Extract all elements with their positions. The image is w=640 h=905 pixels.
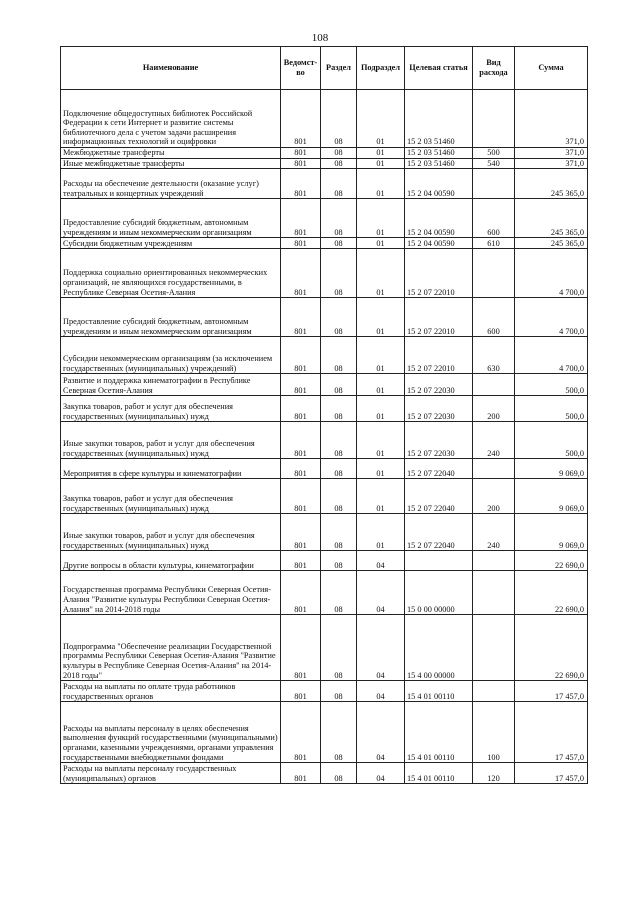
row-name-cell: Подключение общедоступных библиотек Российской Федерации к сети Интернет и развитие системы библиотечного дела с учетом задачи расширения информационных технологий и оцифровки (61, 90, 281, 148)
row-subsection-cell: 04 (357, 615, 405, 681)
table-row (61, 615, 588, 681)
row-sum-cell: 9 069,0 (515, 479, 588, 514)
table-row (61, 199, 588, 238)
row-expense-type-cell (473, 459, 515, 479)
table-row (61, 169, 588, 199)
row-subsection-cell: 01 (357, 158, 405, 169)
table-row (61, 249, 588, 298)
row-subsection-cell: 04 (357, 551, 405, 571)
row-target-article-cell: 15 2 07 22030 (405, 374, 473, 396)
row-name-cell: Подпрограмма "Обеспечение реализации Государственной программы Республики Северная Осетия-Алания "Развитие культуры в Республике Северная Осетия-Алания" на 2014-2018 годы" (61, 615, 281, 681)
row-section-cell: 08 (321, 169, 357, 199)
row-section-cell: 08 (321, 374, 357, 396)
row-subsection-cell: 01 (357, 90, 405, 148)
row-section-cell: 08 (321, 90, 357, 148)
row-sum-cell: 500,0 (515, 374, 588, 396)
row-name-cell: Закупка товаров, работ и услуг для обеспечения государственных (муниципальных) нужд (61, 479, 281, 514)
table-header (61, 47, 588, 90)
row-subsection-cell: 01 (357, 249, 405, 298)
row-subsection-cell: 04 (357, 702, 405, 763)
row-section-cell: 08 (321, 422, 357, 459)
table-row (61, 571, 588, 615)
row-expense-type-cell: 600 (473, 199, 515, 238)
table-row (61, 238, 588, 249)
row-section-cell: 08 (321, 514, 357, 551)
column-header-department: Ведомст-во (281, 47, 321, 90)
row-subsection-cell: 01 (357, 396, 405, 422)
row-subsection-cell: 04 (357, 571, 405, 615)
row-subsection-cell: 01 (357, 238, 405, 249)
table-row (61, 148, 588, 159)
row-target-article-cell: 15 2 07 22040 (405, 514, 473, 551)
row-section-cell: 08 (321, 479, 357, 514)
row-department-cell: 801 (281, 238, 321, 249)
row-subsection-cell: 01 (357, 148, 405, 159)
row-department-cell: 801 (281, 702, 321, 763)
table-row (61, 90, 588, 148)
row-section-cell: 08 (321, 615, 357, 681)
row-expense-type-cell (473, 571, 515, 615)
column-header-section: Раздел (321, 47, 357, 90)
row-subsection-cell: 01 (357, 374, 405, 396)
row-expense-type-cell: 630 (473, 337, 515, 374)
table-row (61, 158, 588, 169)
table-row (61, 514, 588, 551)
row-department-cell: 801 (281, 459, 321, 479)
row-section-cell: 08 (321, 158, 357, 169)
row-department-cell: 801 (281, 396, 321, 422)
row-name-cell: Мероприятия в сфере культуры и кинематографии (61, 459, 281, 479)
table-row (61, 702, 588, 763)
row-target-article-cell: 15 2 03 51460 (405, 158, 473, 169)
row-subsection-cell: 01 (357, 169, 405, 199)
row-department-cell: 801 (281, 158, 321, 169)
row-sum-cell: 245 365,0 (515, 238, 588, 249)
row-target-article-cell: 15 2 07 22040 (405, 459, 473, 479)
row-subsection-cell: 01 (357, 514, 405, 551)
row-expense-type-cell (473, 681, 515, 702)
row-sum-cell: 371,0 (515, 158, 588, 169)
row-name-cell: Расходы на выплаты персоналу государственных (муниципальных) органов (61, 763, 281, 784)
table-row (61, 459, 588, 479)
row-name-cell: Расходы на выплаты персоналу в целях обеспечения выполнения функций государственными (муниципальными) органами, казенными учреждениями, органами управления государственными внебюджетными фондами (61, 702, 281, 763)
row-sum-cell: 245 365,0 (515, 199, 588, 238)
page-number: 108 (311, 32, 329, 44)
row-name-cell: Развитие и поддержка кинематографии в Республике Северная Осетия-Алания (61, 374, 281, 396)
row-section-cell: 08 (321, 396, 357, 422)
row-sum-cell: 4 700,0 (515, 249, 588, 298)
row-department-cell: 801 (281, 298, 321, 337)
row-sum-cell: 245 365,0 (515, 169, 588, 199)
row-subsection-cell: 01 (357, 459, 405, 479)
row-department-cell: 801 (281, 681, 321, 702)
row-name-cell: Субсидии бюджетным учреждениям (61, 238, 281, 249)
row-section-cell: 08 (321, 337, 357, 374)
row-department-cell: 801 (281, 199, 321, 238)
row-department-cell: 801 (281, 763, 321, 784)
row-expense-type-cell: 200 (473, 479, 515, 514)
table-row (61, 374, 588, 396)
row-target-article-cell: 15 2 07 22010 (405, 298, 473, 337)
column-header-target-article: Целевая статья (405, 47, 473, 90)
table-row (61, 479, 588, 514)
row-target-article-cell: 15 0 00 00000 (405, 571, 473, 615)
row-expense-type-cell: 500 (473, 148, 515, 159)
row-section-cell: 08 (321, 571, 357, 615)
budget-table (60, 46, 588, 784)
row-section-cell: 08 (321, 238, 357, 249)
column-header-sum: Сумма (515, 47, 588, 90)
column-header-expense-type: Вид расхода (473, 47, 515, 90)
table-row (61, 396, 588, 422)
row-target-article-cell: 15 2 07 22030 (405, 422, 473, 459)
row-section-cell: 08 (321, 199, 357, 238)
row-expense-type-cell (473, 249, 515, 298)
row-subsection-cell: 01 (357, 298, 405, 337)
row-subsection-cell: 04 (357, 681, 405, 702)
row-section-cell: 08 (321, 298, 357, 337)
row-target-article-cell: 15 2 07 22010 (405, 249, 473, 298)
row-expense-type-cell: 600 (473, 298, 515, 337)
row-name-cell: Расходы на выплаты по оплате труда работников государственных органов (61, 681, 281, 702)
row-sum-cell: 371,0 (515, 148, 588, 159)
row-expense-type-cell (473, 615, 515, 681)
row-department-cell: 801 (281, 169, 321, 199)
row-section-cell: 08 (321, 763, 357, 784)
column-header-subsection: Подраздел (357, 47, 405, 90)
row-target-article-cell: 15 4 01 00110 (405, 763, 473, 784)
table-row (61, 681, 588, 702)
row-sum-cell: 4 700,0 (515, 298, 588, 337)
row-sum-cell: 9 069,0 (515, 514, 588, 551)
row-target-article-cell: 15 2 03 51460 (405, 90, 473, 148)
row-sum-cell: 17 457,0 (515, 702, 588, 763)
table-row (61, 298, 588, 337)
row-expense-type-cell: 240 (473, 514, 515, 551)
row-sum-cell: 17 457,0 (515, 763, 588, 784)
row-target-article-cell: 15 2 04 00590 (405, 169, 473, 199)
row-name-cell: Закупка товаров, работ и услуг для обеспечения государственных (муниципальных) нужд (61, 396, 281, 422)
row-name-cell: Иные межбюджетные трансферты (61, 158, 281, 169)
table-row (61, 422, 588, 459)
row-target-article-cell: 15 2 07 22040 (405, 479, 473, 514)
row-sum-cell: 22 690,0 (515, 615, 588, 681)
row-name-cell: Предоставление субсидий бюджетным, автономным учреждениям и иным некоммерческим организациям (61, 199, 281, 238)
row-expense-type-cell (473, 169, 515, 199)
row-department-cell: 801 (281, 571, 321, 615)
row-sum-cell: 500,0 (515, 396, 588, 422)
row-section-cell: 08 (321, 459, 357, 479)
row-target-article-cell: 15 2 03 51460 (405, 148, 473, 159)
row-section-cell: 08 (321, 249, 357, 298)
row-expense-type-cell: 540 (473, 158, 515, 169)
row-expense-type-cell (473, 551, 515, 571)
row-subsection-cell: 01 (357, 479, 405, 514)
row-sum-cell: 17 457,0 (515, 681, 588, 702)
row-target-article-cell (405, 551, 473, 571)
row-sum-cell: 371,0 (515, 90, 588, 148)
row-sum-cell: 9 069,0 (515, 459, 588, 479)
row-department-cell: 801 (281, 374, 321, 396)
row-department-cell: 801 (281, 514, 321, 551)
row-target-article-cell: 15 2 07 22030 (405, 396, 473, 422)
column-header-name: Наименование (61, 47, 281, 90)
row-target-article-cell: 15 4 01 00110 (405, 702, 473, 763)
row-department-cell: 801 (281, 337, 321, 374)
row-expense-type-cell: 100 (473, 702, 515, 763)
row-name-cell: Расходы на обеспечение деятельности (оказание услуг) театральных и концертных учреждений (61, 169, 281, 199)
row-sum-cell: 500,0 (515, 422, 588, 459)
row-department-cell: 801 (281, 551, 321, 571)
row-expense-type-cell: 610 (473, 238, 515, 249)
row-expense-type-cell: 240 (473, 422, 515, 459)
row-section-cell: 08 (321, 681, 357, 702)
table-row (61, 763, 588, 784)
row-target-article-cell: 15 2 04 00590 (405, 199, 473, 238)
row-subsection-cell: 01 (357, 337, 405, 374)
row-sum-cell: 22 690,0 (515, 551, 588, 571)
row-department-cell: 801 (281, 422, 321, 459)
row-subsection-cell: 01 (357, 199, 405, 238)
row-name-cell: Другие вопросы в области культуры, кинематографии (61, 551, 281, 571)
row-department-cell: 801 (281, 90, 321, 148)
row-expense-type-cell (473, 90, 515, 148)
row-sum-cell: 22 690,0 (515, 571, 588, 615)
row-target-article-cell: 15 4 00 00000 (405, 615, 473, 681)
table-body (61, 90, 588, 784)
row-target-article-cell: 15 4 01 00110 (405, 681, 473, 702)
row-name-cell: Предоставление субсидий бюджетным, автономным учреждениям и иным некоммерческим организациям (61, 298, 281, 337)
row-expense-type-cell (473, 374, 515, 396)
row-section-cell: 08 (321, 148, 357, 159)
row-name-cell: Иные закупки товаров, работ и услуг для обеспечения государственных (муниципальных) нужд (61, 514, 281, 551)
row-department-cell: 801 (281, 249, 321, 298)
row-name-cell: Межбюджетные трансферты (61, 148, 281, 159)
row-name-cell: Государственная программа Республики Северная Осетия-Алания "Развитие культуры Республики Северная Осетия-Алания" на 2014-2018 годы (61, 571, 281, 615)
row-expense-type-cell: 120 (473, 763, 515, 784)
table-row (61, 551, 588, 571)
row-target-article-cell: 15 2 04 00590 (405, 238, 473, 249)
table-row (61, 337, 588, 374)
row-department-cell: 801 (281, 479, 321, 514)
row-expense-type-cell: 200 (473, 396, 515, 422)
row-subsection-cell: 01 (357, 422, 405, 459)
row-target-article-cell: 15 2 07 22010 (405, 337, 473, 374)
row-sum-cell: 4 700,0 (515, 337, 588, 374)
row-section-cell: 08 (321, 551, 357, 571)
row-name-cell: Иные закупки товаров, работ и услуг для обеспечения государственных (муниципальных) нужд (61, 422, 281, 459)
row-department-cell: 801 (281, 615, 321, 681)
row-name-cell: Субсидии некоммерческим организациям (за исключением государственных (муниципальных) учреждений) (61, 337, 281, 374)
row-section-cell: 08 (321, 702, 357, 763)
row-name-cell: Поддержка социально ориентированных некоммерческих организаций, не являющихся государственными, в Республике Северная Осетия-Алания (61, 249, 281, 298)
row-department-cell: 801 (281, 148, 321, 159)
row-subsection-cell: 04 (357, 763, 405, 784)
